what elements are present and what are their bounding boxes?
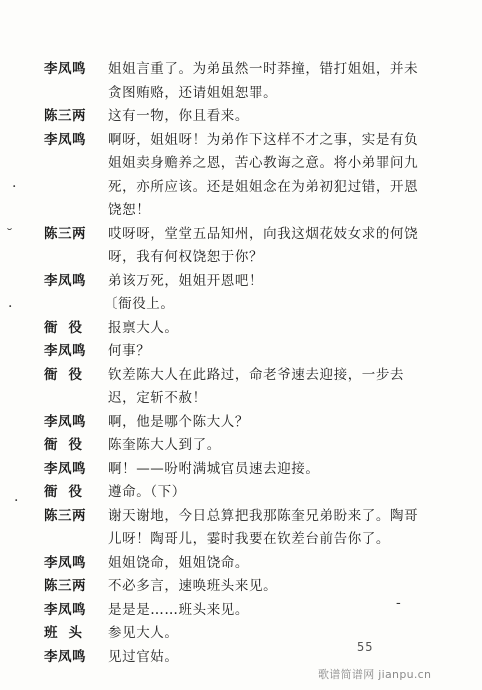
- dialogue-entry: [0, 340, 482, 364]
- dialogue-text: [108, 434, 460, 458]
- speaker-name: 李凤鸣: [44, 272, 86, 289]
- dialogue-entry: [0, 105, 482, 129]
- dialogue-line: 饶恕！: [108, 202, 151, 218]
- dialogue-line: 谢天谢地，今日总算把我那陈奎兄弟盼来了。陶哥: [108, 507, 419, 524]
- dialogue-text: [108, 622, 460, 646]
- dialogue-line: 是是是……班头来见。: [108, 601, 249, 618]
- dialogue-text: [108, 411, 460, 435]
- dialogue-text: [108, 129, 460, 223]
- speaker-name: 李凤鸣: [44, 343, 86, 359]
- dialogue-text: [108, 364, 460, 411]
- dialogue-text: [108, 223, 460, 270]
- dialogue-line: 哎呀呀，堂堂五品知州，向我这烟花妓女求的何饶: [108, 225, 419, 242]
- dialogue-text: [108, 58, 460, 105]
- dialogue-entry: [0, 552, 482, 576]
- dialogue-line: 呀，我有何权饶恕于你？: [108, 249, 264, 265]
- speaker-name: 班头: [44, 625, 93, 641]
- dialogue-entry: [0, 622, 482, 646]
- dialogue-entry: [0, 58, 482, 105]
- dialogue-line: 参见大人。: [108, 625, 179, 641]
- speaker-name: 陈三两: [44, 108, 86, 124]
- dialogue-line: 弟该万死，姐姐开恩吧！: [108, 272, 264, 289]
- margin-mark: ·: [12, 179, 17, 195]
- stage-direction: [0, 293, 482, 317]
- speaker-name: 陈三两: [44, 578, 86, 594]
- dialogue-line: 姐姐卖身赡养之恩，苦心教诲之意。将小弟罪问九: [108, 155, 419, 171]
- dialogue-text: [108, 505, 460, 552]
- dialogue-entry: [0, 434, 482, 458]
- speaker-name: 衙役: [44, 484, 93, 500]
- speaker-name: 李凤鸣: [44, 61, 86, 77]
- dialogue-line: 啊！——吩咐满城官员速去迎接。: [108, 460, 320, 477]
- margin-mark: ˘: [6, 227, 13, 243]
- dialogue-entry: [0, 481, 482, 505]
- speaker-name: 衙役: [44, 366, 93, 383]
- dialogue-text: [108, 340, 460, 364]
- dialogue-line: 钦差陈大人在此路过，命老爷速去迎接，一步去: [108, 366, 405, 383]
- speaker-name: 衙役: [44, 437, 93, 453]
- dialogue-line: 姐姐言重了。为弟虽然一时莽撞，错打姐姐，并未: [108, 61, 419, 77]
- page-number: 55: [357, 640, 374, 654]
- dialogue-text: [108, 552, 460, 576]
- dialogue-text: [108, 481, 460, 505]
- dialogue-entry: [0, 270, 482, 294]
- dialogue-entry: [0, 599, 482, 623]
- speaker-name: 陈三两: [44, 225, 86, 242]
- margin-mark: ·: [14, 493, 19, 509]
- dialogue-text: [108, 270, 460, 294]
- dialogue-line: 姐姐饶命，姐姐饶命。: [108, 554, 249, 571]
- dialogue-entry: [0, 411, 482, 435]
- speaker-name: 李凤鸣: [44, 648, 86, 665]
- dialogue-entry: [0, 223, 482, 270]
- dialogue-text: [108, 105, 460, 129]
- dialogue-line: 贪图贿赂，还请姐姐恕罪。: [108, 84, 278, 101]
- speaker-name: 李凤鸣: [44, 131, 86, 148]
- speaker-name: 陈三两: [44, 507, 86, 524]
- margin-mark: -: [396, 595, 401, 611]
- dialogue-text: [108, 575, 460, 599]
- speaker-name: 衙役: [44, 319, 93, 336]
- dialogue-line: 这有一物，你且看来。: [108, 108, 249, 124]
- speaker-name: 李凤鸣: [44, 601, 86, 618]
- dialogue-line: 见过官姑。: [108, 648, 179, 665]
- dialogue-line: 死，亦所应该。还是姐姐念在为弟初犯过错，开恩: [108, 178, 419, 195]
- speaker-name: 李凤鸣: [44, 460, 86, 477]
- dialogue-line: 迟，定斩不赦！: [108, 390, 207, 406]
- dialogue-line: 儿呀！陶哥儿，霎时我要在钦差台前告你了。: [108, 531, 390, 547]
- dialogue-line: 何事？: [108, 343, 151, 359]
- dialogue-line: 陈奎陈大人到了。: [108, 437, 221, 453]
- dialogue-text: [108, 317, 460, 341]
- margin-mark: ·: [8, 299, 13, 315]
- dialogue-entry: [0, 317, 482, 341]
- dialogue-line: 报禀大人。: [108, 319, 179, 336]
- dialogue-text: [108, 458, 460, 482]
- speaker-name: 李凤鸣: [44, 413, 86, 430]
- watermark-text: 歌谱简谱网 jianpu.cn: [318, 668, 432, 681]
- stage-direction-text: 〔衙役上。: [104, 296, 175, 312]
- dialogue-line: 遵命。（下）: [108, 484, 186, 500]
- dialogue-entry: [0, 575, 482, 599]
- dialogue-line: 不必多言，速唤班头来见。: [108, 578, 278, 594]
- dialogue-entry: [0, 505, 482, 552]
- script-body: [0, 58, 482, 669]
- dialogue-line: 啊呀，姐姐呀！为弟作下这样不才之事，实是有负: [108, 131, 419, 148]
- dialogue-entry: [0, 364, 482, 411]
- dialogue-line: 啊，他是哪个陈大人？: [108, 413, 249, 430]
- speaker-name: 李凤鸣: [44, 554, 86, 571]
- dialogue-text: [108, 599, 460, 623]
- dialogue-entry: [0, 458, 482, 482]
- dialogue-entry: [0, 129, 482, 223]
